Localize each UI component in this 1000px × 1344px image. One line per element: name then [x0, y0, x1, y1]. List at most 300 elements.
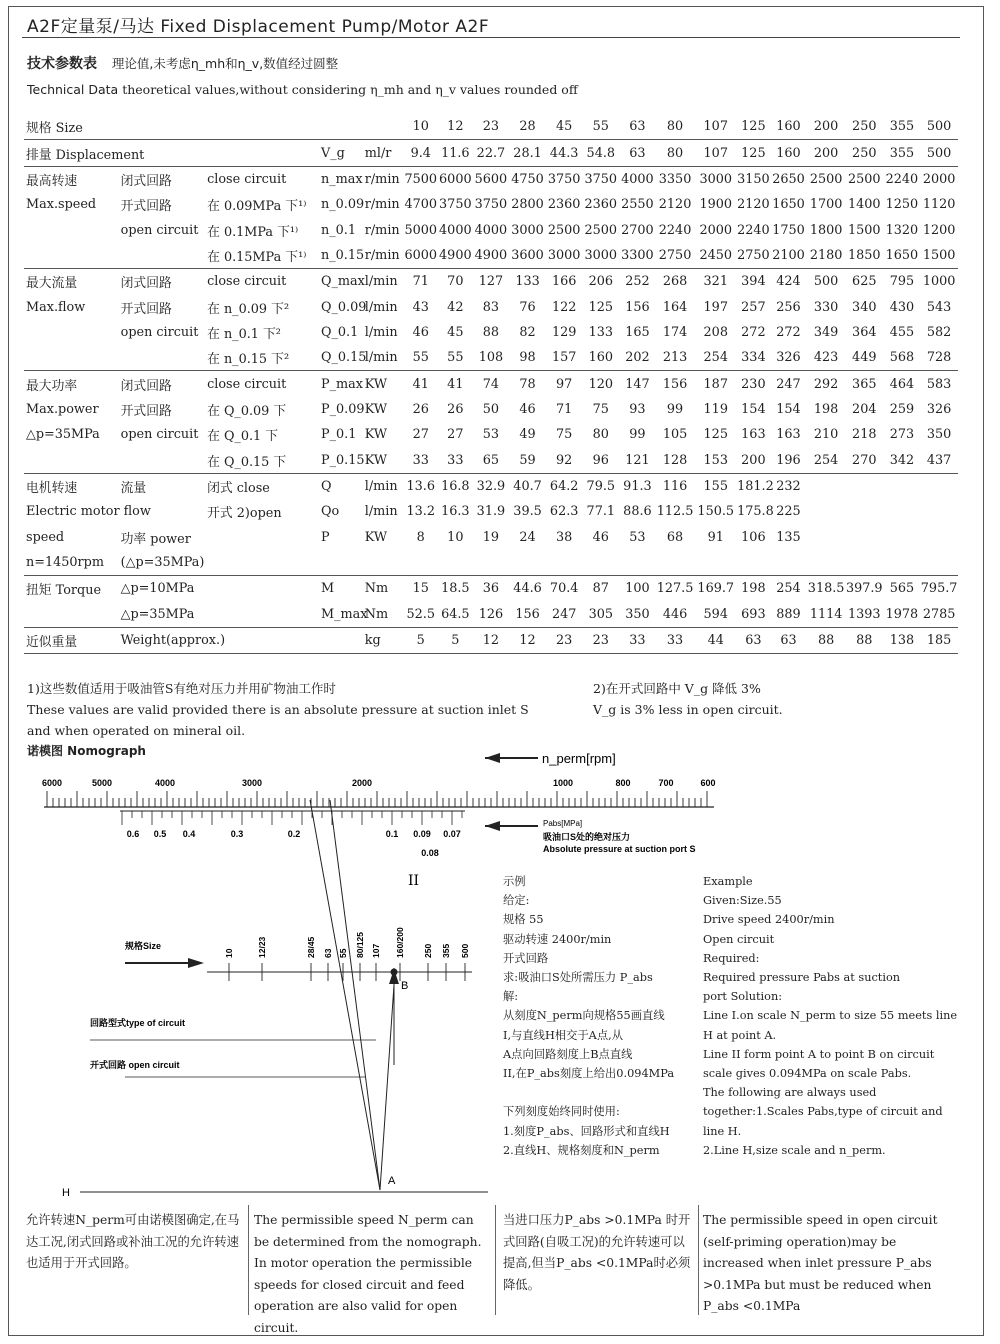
table-cell: 126 [478, 606, 504, 622]
table-cell: 318.5 [807, 576, 845, 602]
table-cell: 11.6 [438, 140, 473, 166]
table-cell: 开式回路 [120, 199, 172, 215]
table-cell: 133 [509, 269, 546, 295]
table-cell: 543 [926, 299, 952, 315]
line-H-label: H [62, 1187, 70, 1199]
table-cell: 594 [703, 606, 728, 622]
table-cell: 156 [515, 606, 540, 622]
table-cell: 247 [770, 371, 808, 397]
table-cell: 197 [703, 299, 728, 315]
bottom-note-cn-1: 允许转速N_perm可由诺模图确定,在马达工况,闭式回路或补油工况的允许转速也适用于开式回路。 [26, 1213, 240, 1270]
table-cell: 4900 [439, 247, 472, 263]
table-cell: △p=35MPa [120, 606, 195, 622]
footnote-2-cn: 2)在开式回路中 V_g 降低 3% [593, 681, 761, 696]
table-cell: 200 [813, 119, 839, 135]
speed-arrowhead [485, 753, 500, 763]
nomograph-title: 诺模图 Nomograph [27, 744, 146, 758]
example-line: 给定: [503, 894, 530, 908]
table-cell: kg [363, 627, 404, 653]
table-cell: 4000 [619, 166, 656, 192]
table-cell: 88 [482, 324, 500, 340]
table-cell: Qo [321, 504, 340, 520]
table-cell: close circuit [205, 371, 319, 397]
table-cell: 213 [662, 350, 688, 366]
table-cell: 最大流量 [24, 269, 119, 295]
table-cell: 92 [556, 452, 573, 468]
table-cell: M [319, 576, 363, 602]
table-cell: 3600 [511, 247, 544, 263]
point-b-dot [391, 969, 398, 976]
table-cell: 开式回路 [120, 301, 172, 317]
table-cell: 257 [741, 299, 766, 315]
table-cell: 80 [592, 427, 609, 443]
table-cell: 49 [519, 427, 536, 443]
table-cell: 82 [519, 324, 536, 340]
table-cell: 71 [403, 269, 438, 295]
table-cell: 40.7 [509, 473, 546, 499]
table-cell: 在 Q_0.09 下 [207, 403, 287, 419]
table-cell: 31.9 [476, 504, 506, 520]
table-cell: (△p=35MPa) [120, 555, 205, 571]
table-cell: 54.8 [582, 140, 619, 166]
table-cell: 437 [926, 452, 952, 468]
bottom-separator-2 [495, 1205, 496, 1315]
table-cell: 64.5 [441, 606, 470, 622]
footnote-1-cn: 1)这些数值适用于吸油管S有绝对压力并用矿物油工作时 [27, 681, 336, 696]
table-cell: 7500 [403, 166, 438, 192]
table-cell: 41 [403, 371, 438, 397]
pressure-scale-labels [127, 829, 461, 858]
speed-tick-label: 6000 [41, 778, 63, 788]
table-cell: 28.1 [509, 140, 546, 166]
table-cell: 2100 [772, 247, 805, 263]
table-cell: open circuit [120, 324, 199, 340]
bottom-separator-3 [698, 1205, 699, 1315]
table-cell: 18.5 [438, 576, 473, 602]
table-cell: P_0.09 [321, 401, 365, 417]
example-line [503, 1083, 698, 1102]
table-cell: 127.5 [656, 576, 695, 602]
size-tick-label: 10 [224, 948, 234, 958]
example-line: 1.刻度P_abs、回路形式和直线H [503, 1124, 670, 1138]
bottom-note-cn-2: 当进口压力P_abs >0.1MPa 时开式回路(自吸工况)的允许转速可以提高,但当P_abs <0.1MPa时必须降低。 [503, 1213, 691, 1292]
table-cell: 206 [582, 269, 619, 295]
speed-tick-label: 1000 [552, 778, 574, 788]
table-cell: 259 [889, 401, 915, 417]
table-cell: 32.9 [473, 473, 510, 499]
table-cell: 75 [592, 401, 609, 417]
example-line: II,在P_abs刻度上给出0.094MPa [503, 1067, 675, 1081]
table-cell: 1120 [922, 197, 956, 213]
table-cell: 121 [625, 452, 650, 468]
table-cell: M_max [321, 606, 368, 622]
table-cell: 133 [588, 324, 614, 340]
bottom-note-en-2: The permissible speed in open circuit (self-priming operation)may be increased when inlet pressure P_abs >0.1MPa but must be reduced when P_abs <0.1MPa [703, 1213, 938, 1313]
table-cell: 91.3 [619, 473, 656, 499]
line-II [380, 985, 394, 1190]
table-cell: 4750 [509, 166, 546, 192]
table-cell: 在 0.09MPa 下¹⁾ [207, 199, 307, 215]
table-cell: r/min [364, 222, 400, 238]
point-b-label: B [401, 980, 409, 992]
table-cell: 68 [666, 529, 684, 545]
table-cell: 430 [889, 299, 915, 315]
table-cell: n_max [319, 166, 363, 192]
footnote-2-en: V_g is 3% less in open circuit. [593, 702, 783, 717]
table-cell: 125 [703, 427, 728, 443]
table-cell: 150.5 [697, 504, 735, 520]
table-cell: 78 [509, 371, 546, 397]
table-cell: 1800 [809, 222, 843, 238]
table-cell: 70 [438, 269, 473, 295]
table-cell: 160 [770, 140, 808, 166]
size-tick-label: 55 [338, 948, 348, 958]
table-cell: 70.4 [546, 576, 583, 602]
example-line: Line II form point A to point B on circuit [703, 1047, 935, 1061]
table-cell: 2500 [584, 222, 618, 238]
table-cell: 3000 [694, 166, 737, 192]
table-cell: 23 [546, 627, 583, 653]
table-cell: 169.7 [694, 576, 737, 602]
table-cell: n=1450rpm [26, 555, 104, 571]
table-cell: 1750 [772, 222, 805, 238]
table-cell: 88 [807, 627, 845, 653]
table-cell: 79.5 [582, 473, 619, 499]
table-cell: 3300 [621, 247, 654, 263]
table-cell: 129 [551, 324, 577, 340]
table-cell: 5 [403, 627, 438, 653]
table-cell: 230 [737, 371, 770, 397]
table-cell: 155 [694, 473, 737, 499]
size-tick-label: 107 [371, 943, 381, 958]
table-cell: 36 [473, 576, 510, 602]
table-cell: 160 [776, 119, 801, 135]
table-cell: open circuit [120, 427, 199, 443]
table-cell: 16.3 [441, 504, 470, 520]
table-cell: 364 [852, 324, 877, 340]
example-line: Given:Size.55 [703, 894, 782, 908]
table-cell: 33 [619, 627, 656, 653]
table-cell: 74 [473, 371, 510, 397]
table-cell: 33 [412, 452, 429, 468]
table-cell: 500 [920, 140, 958, 166]
example-line: scale gives 0.094MPa on scale Pabs. [703, 1067, 912, 1081]
table-cell: 394 [737, 269, 770, 295]
speed-tick-label: 2000 [351, 778, 373, 788]
table-cell: 128 [662, 452, 688, 468]
table-cell: 120 [582, 371, 619, 397]
table-cell: 2500 [845, 166, 884, 192]
table-cell: 350 [926, 427, 952, 443]
table-cell: 闭式回路 [119, 371, 205, 397]
table-cell: 1200 [922, 222, 956, 238]
table-cell: 247 [551, 606, 577, 622]
table-cell: 22.7 [473, 140, 510, 166]
size-label: 规格Size [125, 941, 162, 951]
table-cell: 889 [776, 606, 801, 622]
table-cell: 3350 [656, 166, 695, 192]
table-cell: 355 [889, 119, 915, 135]
table-cell: V_g [319, 140, 363, 166]
table-cell: 55 [447, 350, 464, 366]
table-cell: 272 [776, 324, 801, 340]
table-cell: KW [363, 371, 404, 397]
table-cell: 728 [926, 350, 952, 366]
table-cell: 44.3 [546, 140, 583, 166]
table-cell: 225 [776, 504, 801, 520]
table-cell: 8 [416, 529, 425, 545]
table-cell: 5000 [404, 222, 438, 238]
table-cell: 88 [845, 627, 884, 653]
table-cell: 156 [656, 371, 695, 397]
table-cell: 9.4 [403, 140, 438, 166]
example-line: A点向回路刻度上B点直线 [503, 1047, 633, 1061]
table-cell: 795 [884, 269, 921, 295]
table-cell: 342 [889, 452, 915, 468]
table-cell: 在 n_0.09 下² [207, 301, 290, 317]
example-line: Required pressure Pabs at suction [703, 971, 901, 985]
pressure-tick-label: 0.4 [182, 829, 196, 839]
table-cell: 568 [889, 350, 915, 366]
table-cell: KW [364, 427, 388, 443]
table-cell: 13.6 [403, 473, 438, 499]
table-cell: 423 [813, 350, 839, 366]
table-cell: Q_0.1 [321, 324, 359, 340]
table-cell: 1850 [847, 247, 881, 263]
line-II-label: II [408, 873, 420, 889]
table-cell: 23 [582, 627, 619, 653]
table-cell: 1393 [847, 606, 881, 622]
example-line: port Solution: [703, 990, 783, 1004]
table-cell: 3000 [584, 247, 618, 263]
table-cell: 23 [482, 119, 500, 135]
table-cell: Max.power [26, 401, 99, 417]
table-cell: Q_0.09 [321, 299, 367, 315]
example-line: H at point A. [703, 1028, 777, 1042]
table-cell: 1000 [920, 269, 958, 295]
table-cell: 1114 [809, 606, 843, 622]
table-cell: 59 [519, 452, 536, 468]
table-cell: P_0.1 [321, 427, 357, 443]
table-cell: 250 [852, 119, 877, 135]
table-cell: 218 [852, 427, 877, 443]
table-cell: 198 [813, 401, 839, 417]
size-tick-label: 28/45 [306, 936, 316, 958]
table-cell: 71 [556, 401, 573, 417]
footnote-1-en: These values are valid provided there is an absolute pressure at suction inlet S and when operated on mineral oil. [27, 702, 529, 738]
table-cell: 1320 [885, 222, 919, 238]
table-cell: 2785 [922, 606, 956, 622]
table-cell: 693 [741, 606, 766, 622]
table-cell: r/min [364, 197, 400, 213]
table-cell: 107 [694, 140, 737, 166]
table-cell: 154 [741, 401, 766, 417]
table-cell: 4700 [404, 197, 438, 213]
pressure-arrowhead [485, 821, 500, 831]
bottom-separator-1 [248, 1205, 249, 1315]
pressure-tick-label: 0.3 [230, 829, 244, 839]
table-cell: 10 [412, 119, 429, 135]
example-line: line H. [703, 1124, 742, 1138]
table-cell: 2500 [807, 166, 845, 192]
table-cell: 2240 [737, 222, 770, 238]
table-cell: 153 [703, 452, 728, 468]
table-cell: close circuit [205, 269, 319, 295]
table-cell: speed [26, 529, 65, 545]
table-cell: 91 [707, 529, 724, 545]
table-cell: 最高转速 [24, 166, 119, 192]
table-cell: 流量 [119, 473, 205, 499]
table-cell: 26 [447, 401, 464, 417]
table-cell: 2360 [547, 197, 581, 213]
example-line: Line I.on scale N_perm to size 55 meets line [703, 1009, 958, 1023]
table-cell: 125 [588, 299, 614, 315]
table-cell: 135 [776, 529, 801, 545]
table-cell: 99 [629, 427, 646, 443]
table-cell: 2550 [621, 197, 654, 213]
table-cell: 53 [629, 529, 646, 545]
table-cell: 45 [556, 119, 573, 135]
table-cell: open circuit [120, 222, 199, 238]
table-cell: 5600 [473, 166, 510, 192]
table-cell: 252 [619, 269, 656, 295]
table-cell: 254 [813, 452, 839, 468]
table-cell: n_0.1 [321, 222, 357, 238]
table-cell: 100 [619, 576, 656, 602]
table-cell: 3750 [582, 166, 619, 192]
table-cell: 160 [588, 350, 614, 366]
table-cell: △p=35MPa [26, 427, 100, 443]
speed-tick-label: 700 [658, 778, 674, 788]
bottom-note-en-1: The permissible speed N_perm can be determined from the nomograph. In motor operation the permissible speeds for closed circuit and feed operation are also valid for open circuit. [254, 1213, 482, 1335]
size-tick-label: 160/200 [395, 927, 405, 958]
table-cell: 功率 power [120, 531, 191, 547]
speed-tick-label: 800 [615, 778, 631, 788]
table-cell: 200 [741, 452, 766, 468]
table-cell: l/min [364, 504, 398, 520]
table-cell: 256 [776, 299, 801, 315]
pressure-tick-label: 0.1 [385, 829, 399, 839]
table-cell: 12 [509, 627, 546, 653]
table-cell: 350 [625, 606, 650, 622]
table-cell: n_0.09 [321, 197, 365, 213]
table-cell: Q_max [319, 269, 363, 295]
pressure-tick-label: 0.5 [153, 829, 167, 839]
pressure-tick-label: 0.6 [126, 829, 140, 839]
table-cell: Max.flow [26, 299, 86, 315]
table-cell: 39.5 [513, 504, 542, 520]
table-cell: 208 [703, 324, 728, 340]
table-cell: 96 [592, 452, 609, 468]
table-cell: 2000 [920, 166, 958, 192]
table-cell: 2750 [737, 247, 770, 263]
table-cell: △p=10MPa [119, 576, 205, 602]
example-line: 2.直线H、规格刻度和N_perm [503, 1143, 660, 1157]
table-cell: 334 [741, 350, 766, 366]
table-cell: 77.1 [586, 504, 616, 520]
table-cell: 250 [845, 140, 884, 166]
table-cell: 80 [666, 119, 684, 135]
example-line: 下列刻度始终同时使用: [503, 1105, 620, 1119]
table-cell: 在 n_0.1 下² [207, 326, 281, 342]
table-cell: 273 [889, 427, 915, 443]
table-cell: 52.5 [406, 606, 435, 622]
table-cell: 62.3 [549, 504, 579, 520]
table-cell: 41 [438, 371, 473, 397]
table-cell: 116 [656, 473, 695, 499]
table-cell: 75 [556, 427, 573, 443]
table-cell: 13.2 [406, 504, 435, 520]
table-cell: 28 [519, 119, 536, 135]
example-cn [503, 872, 698, 1160]
table-cell: P_0.15 [321, 452, 365, 468]
pressure-label-3: Absolute pressure at suction port S [543, 844, 696, 854]
table-cell: 210 [813, 427, 839, 443]
table-cell: 446 [662, 606, 688, 622]
table-cell: 2650 [770, 166, 808, 192]
table-cell: 46 [519, 401, 536, 417]
size-tick-label: 250 [423, 943, 433, 958]
table-cell: r/min [364, 247, 400, 263]
table-cell: 175.8 [737, 504, 774, 520]
table-cell: 6000 [404, 247, 438, 263]
table-cell: Q [319, 473, 363, 499]
table-cell: 326 [776, 350, 801, 366]
table-cell: 27 [412, 427, 429, 443]
table-cell: 2120 [658, 197, 692, 213]
table-cell: 3750 [546, 166, 583, 192]
size-tick-label: 80/125 [355, 932, 365, 958]
size-tick-label: 12/23 [257, 936, 267, 958]
table-cell: ml/r [363, 140, 404, 166]
table-cell: 在 0.1MPa 下¹⁾ [207, 224, 299, 240]
table-cell: 42 [447, 299, 464, 315]
table-cell: 3750 [474, 197, 508, 213]
table-cell: 365 [845, 371, 884, 397]
table-cell: 232 [770, 473, 808, 499]
table-cell: 187 [694, 371, 737, 397]
table-cell: 在 0.15MPa 下¹⁾ [207, 249, 307, 265]
example-line: Required: [703, 951, 760, 965]
table-cell: 1650 [772, 197, 805, 213]
heading-en: theoretical values,without considering η_mh and η_v values rounded off [122, 82, 578, 97]
table-cell: 1250 [885, 197, 919, 213]
table-cell: l/min [364, 299, 398, 315]
example-line: 求:吸油口S处所需压力 P_abs [503, 971, 653, 985]
table-cell: 2000 [699, 222, 733, 238]
table-cell: 355 [884, 140, 921, 166]
pressure-tick-label: 0.07 [443, 829, 461, 839]
pressure-scale-ticks [122, 811, 462, 825]
pressure-tick-label: 0.08 [421, 848, 439, 858]
table-cell: 164 [662, 299, 688, 315]
table-cell: 2240 [884, 166, 921, 192]
speed-tick-label: 600 [700, 778, 716, 788]
heading-en-label: Technical Data [27, 82, 119, 97]
table-cell: 4900 [474, 247, 508, 263]
example-line: Open circuit [703, 932, 775, 946]
example-line: 解: [503, 990, 519, 1004]
table-cell: 424 [770, 269, 808, 295]
table-cell: 10 [447, 529, 464, 545]
example-line: The following are always used [703, 1086, 877, 1100]
point-a-label: A [388, 1175, 396, 1187]
table-cell: 15 [403, 576, 438, 602]
table-cell: 45 [447, 324, 464, 340]
table-cell: 107 [703, 119, 728, 135]
size-arrowhead [188, 958, 204, 968]
heading-cn: 技术参数表 [27, 56, 97, 72]
